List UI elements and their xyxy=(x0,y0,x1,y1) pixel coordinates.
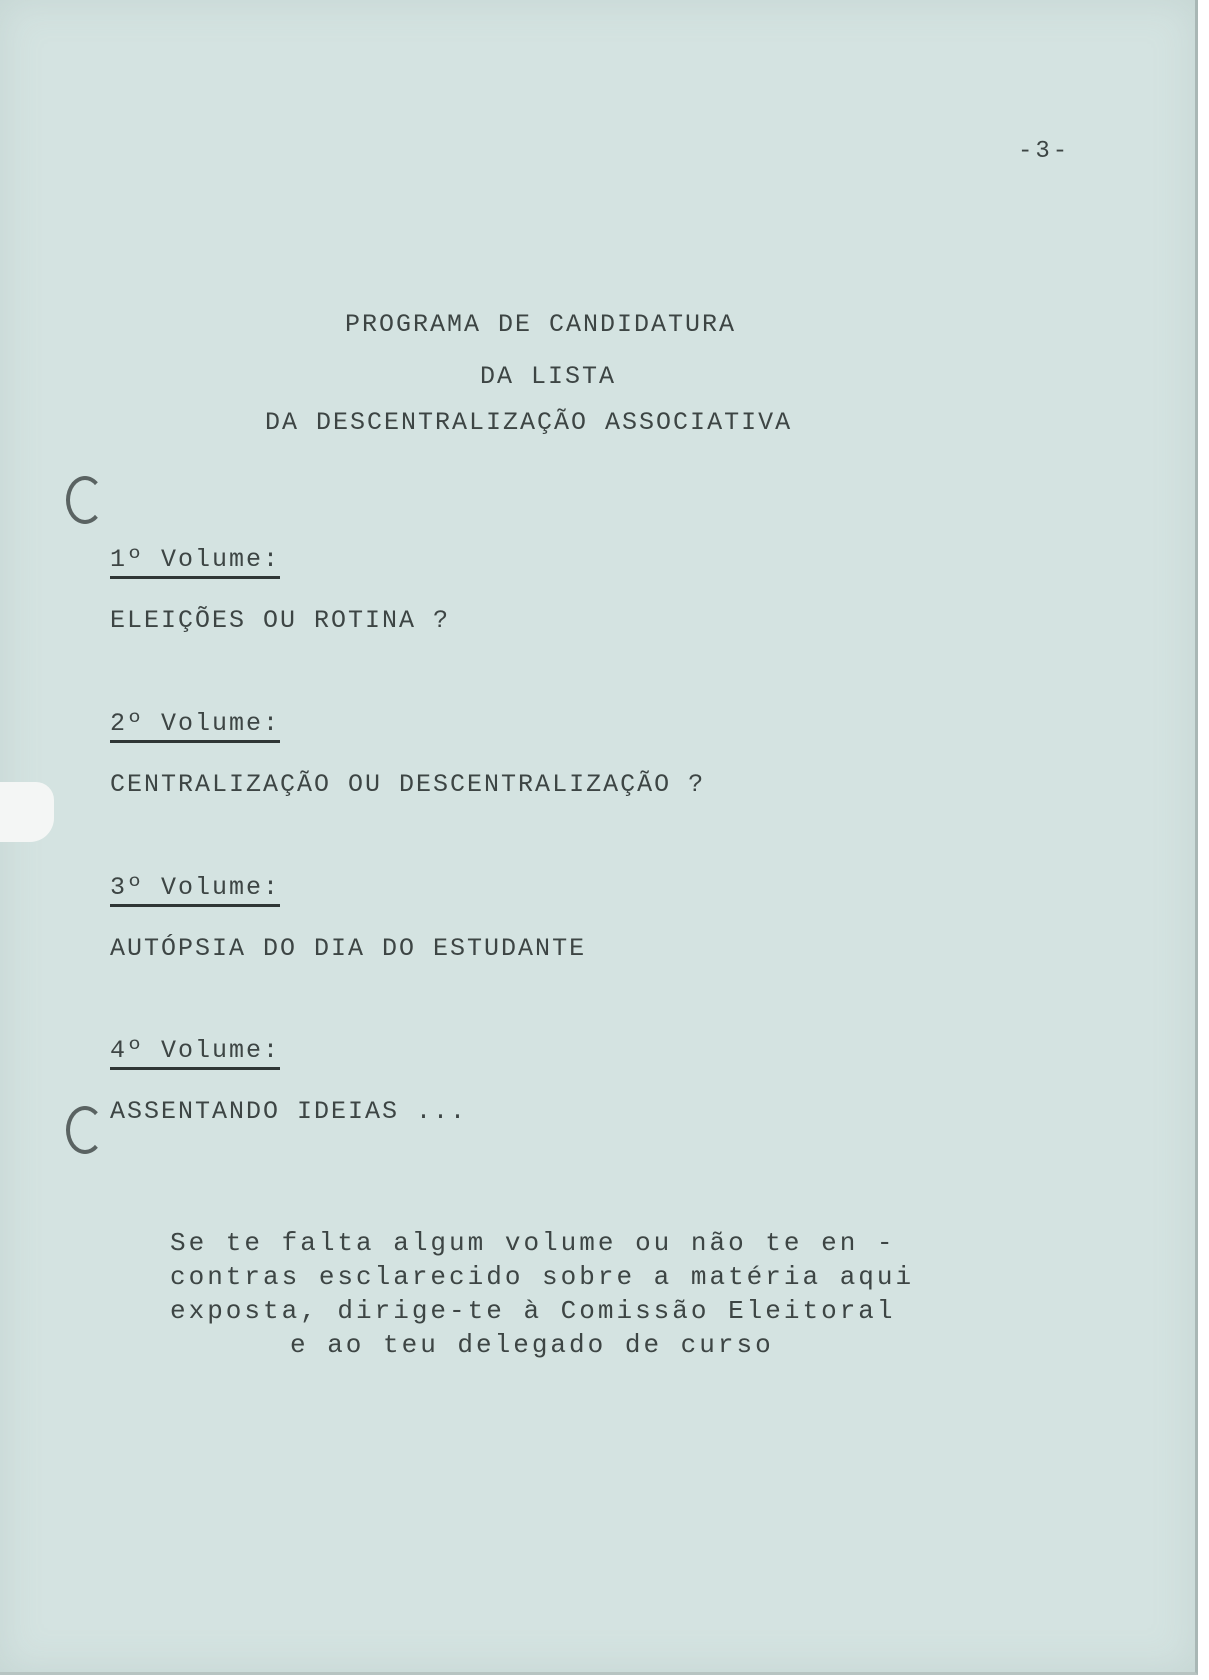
title-line-2: DA LISTA xyxy=(480,362,617,391)
torn-edge xyxy=(0,782,54,842)
note-line-1: Se te falta algum volume ou não te en - xyxy=(170,1228,896,1258)
volume-1-heading xyxy=(110,545,280,574)
punch-hole-top xyxy=(66,476,104,524)
volume-2-title: CENTRALIZAÇÃO OU DESCENTRALIZAÇÃO ? xyxy=(110,770,706,799)
volume-4-heading-label: 4º Volume: xyxy=(110,1036,280,1070)
page-number: -3- xyxy=(1018,138,1071,165)
title-line-1: PROGRAMA DE CANDIDATURA xyxy=(345,310,737,339)
volume-4-heading xyxy=(110,1036,280,1065)
note-line-3: exposta, dirige-te à Comissão Eleitoral xyxy=(170,1296,896,1326)
volume-3-heading xyxy=(110,873,280,902)
volume-1-heading-label: 1º Volume: xyxy=(110,545,280,579)
volume-1-title: ELEIÇÕES OU ROTINA ? xyxy=(110,606,451,635)
volume-2-heading xyxy=(110,709,280,738)
note-line-4: e ao teu delegado de curso xyxy=(290,1330,774,1360)
volume-4-title: ASSENTANDO IDEIAS ... xyxy=(110,1097,468,1126)
volume-3-title: AUTÓPSIA DO DIA DO ESTUDANTE xyxy=(110,934,587,963)
note-line-2: contras esclarecido sobre a matéria aqui xyxy=(170,1262,915,1292)
volume-3-heading-label: 3º Volume: xyxy=(110,873,280,907)
punch-hole-bottom xyxy=(66,1106,104,1154)
volume-2-heading-label: 2º Volume: xyxy=(110,709,280,743)
title-line-3: DA DESCENTRALIZAÇÃO ASSOCIATIVA xyxy=(265,408,793,437)
